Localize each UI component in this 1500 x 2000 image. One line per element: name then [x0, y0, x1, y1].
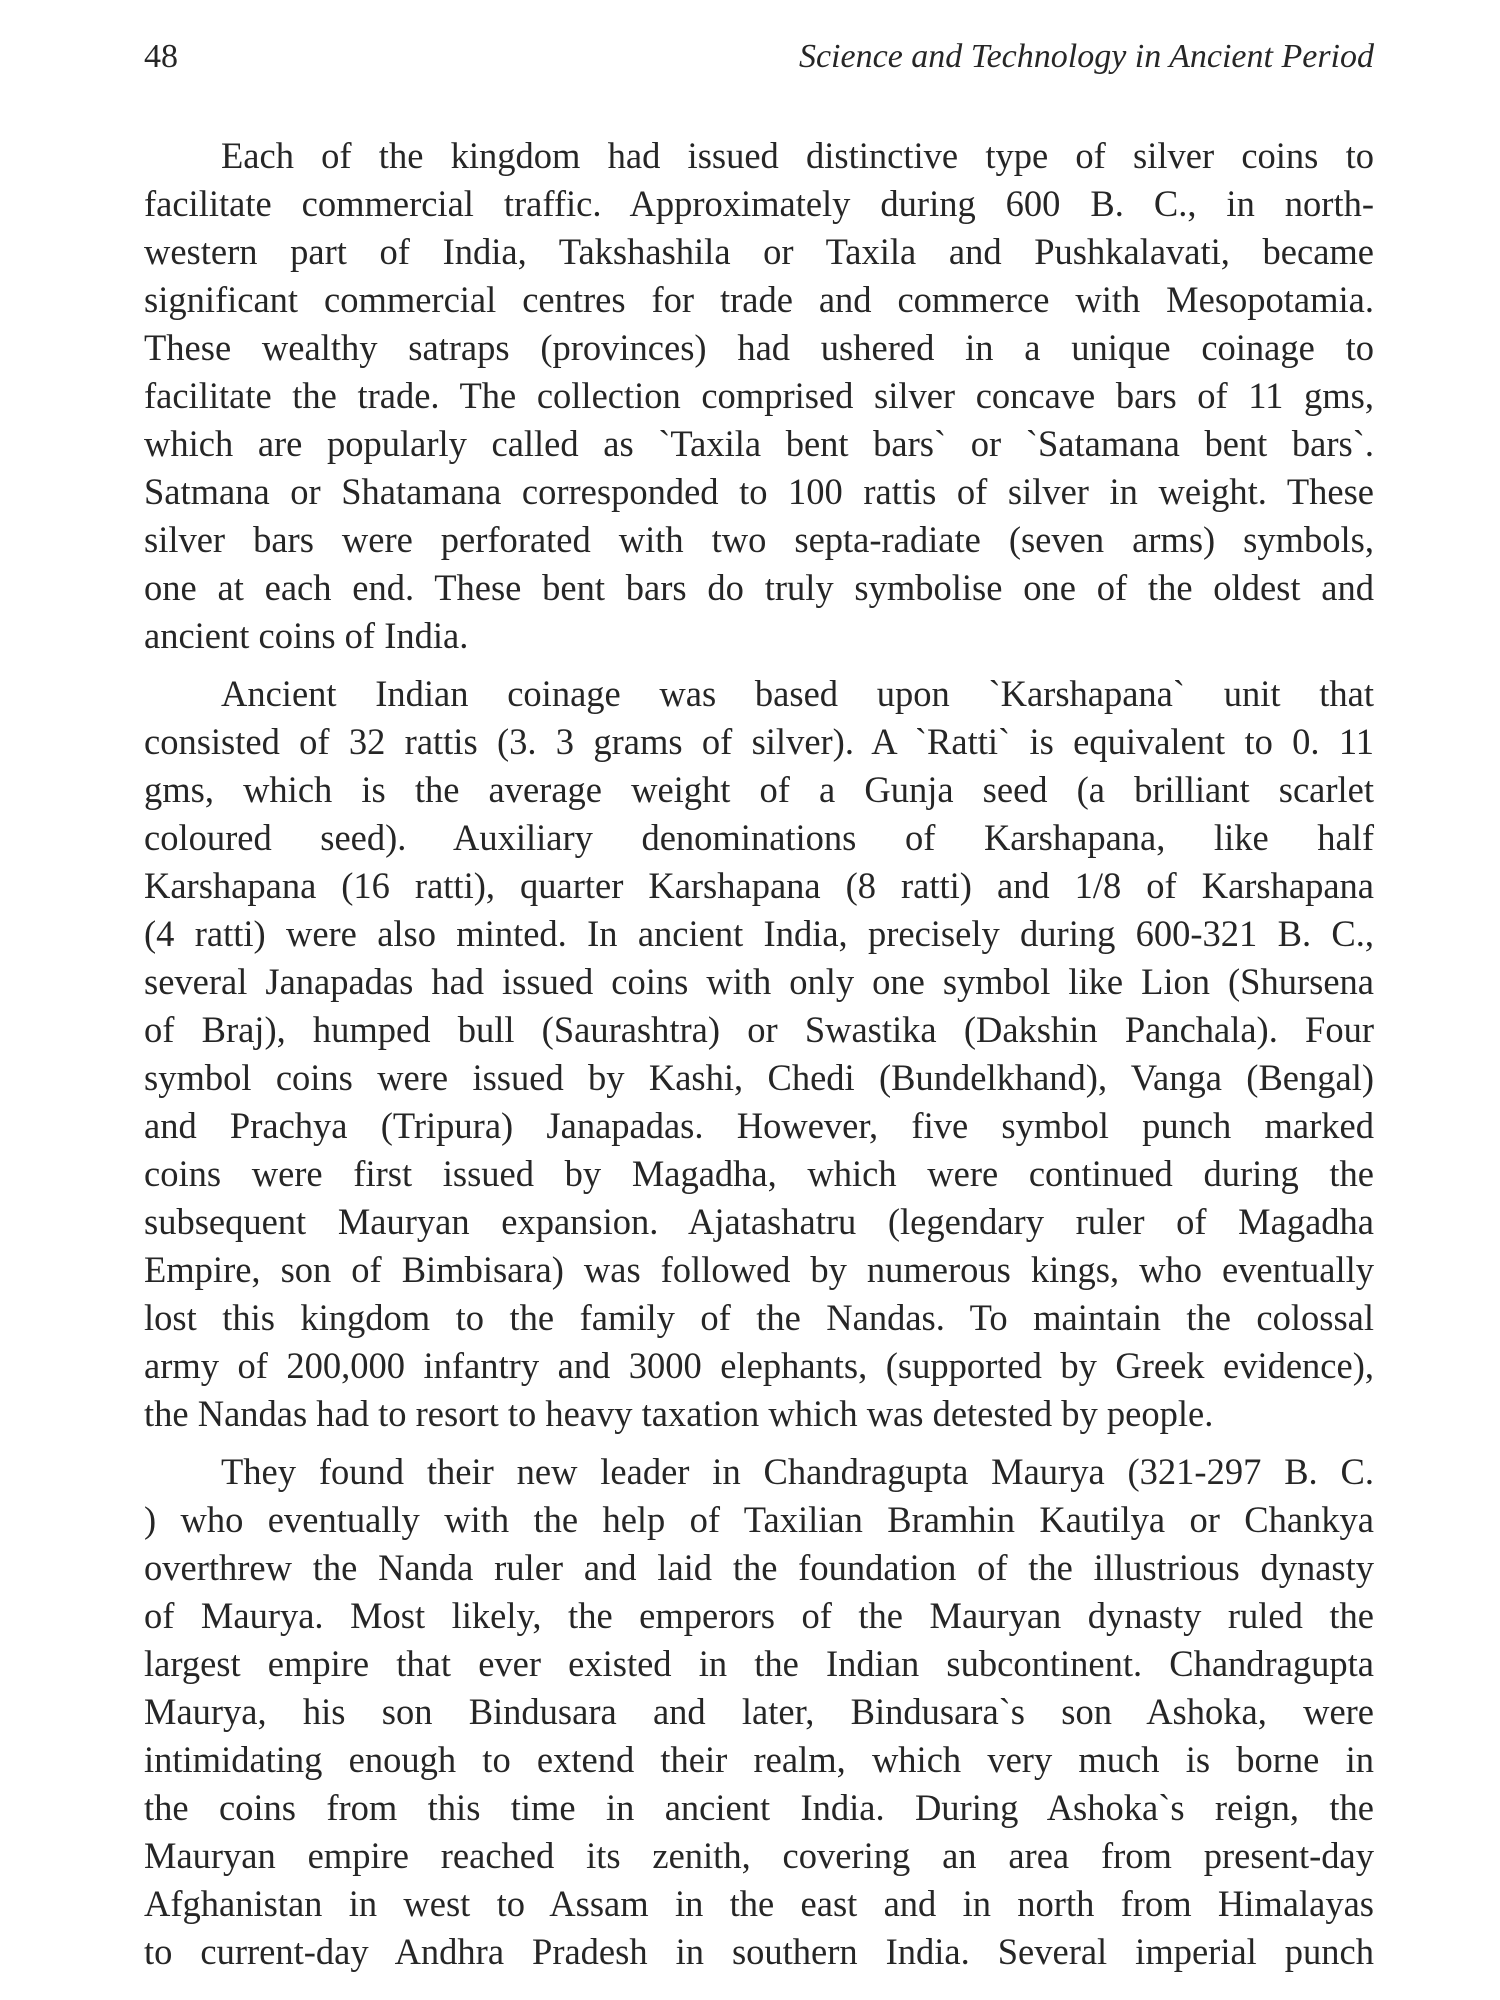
- text-line: facilitate commercial traffic. Approximately during 600 B. C., in north-: [144, 183, 1374, 224]
- text-line: and Prachya (Tripura) Janapadas. However, five symbol punch marked: [144, 1105, 1374, 1146]
- text-line: Satmana or Shatamana corresponded to 100 rattis of silver in weight. These: [144, 471, 1374, 512]
- text-line: Ancient Indian coinage was based upon `Karshapana` unit that: [221, 673, 1374, 714]
- text-line: Mauryan empire reached its zenith, covering an area from present-day: [144, 1835, 1374, 1876]
- text-line: gms, which is the average weight of a Gunja seed (a brilliant scarlet: [144, 769, 1374, 810]
- text-line: significant commercial centres for trade and commerce with Mesopotamia.: [144, 279, 1374, 320]
- text-line: the Nandas had to resort to heavy taxation which was detested by people.: [144, 1393, 1214, 1434]
- text-line: Maurya, his son Bindusara and later, Bindusara`s son Ashoka, were: [144, 1691, 1374, 1732]
- running-header: [144, 38, 1374, 78]
- text-line: coloured seed). Auxiliary denominations of Karshapana, like half: [144, 817, 1374, 858]
- text-line: western part of India, Takshashila or Taxila and Pushkalavati, became: [144, 231, 1374, 272]
- text-line: symbol coins were issued by Kashi, Chedi (Bundelkhand), Vanga (Bengal): [144, 1057, 1374, 1098]
- text-line: Afghanistan in west to Assam in the east and in north from Himalayas: [144, 1883, 1374, 1924]
- text-line: Empire, son of Bimbisara) was followed by numerous kings, who eventually: [144, 1249, 1374, 1290]
- text-line: of Braj), humped bull (Saurashtra) or Swastika (Dakshin Panchala). Four: [144, 1009, 1374, 1050]
- text-line: intimidating enough to extend their realm, which very much is borne in: [144, 1739, 1374, 1780]
- text-line: They found their new leader in Chandragupta Maurya (321-297 B. C.: [221, 1451, 1374, 1492]
- body-text: [144, 132, 1374, 1986]
- paragraph: [144, 1448, 1374, 1976]
- text-line: which are popularly called as `Taxila bent bars` or `Satamana bent bars`.: [144, 423, 1374, 464]
- text-line: of Maurya. Most likely, the emperors of the Mauryan dynasty ruled the: [144, 1595, 1374, 1636]
- text-line: ancient coins of India.: [144, 615, 469, 656]
- text-line: These wealthy satraps (provinces) had ushered in a unique coinage to: [144, 327, 1374, 368]
- text-line: facilitate the trade. The collection comprised silver concave bars of 11 gms,: [144, 375, 1374, 416]
- text-line: army of 200,000 infantry and 3000 elephants, (supported by Greek evidence),: [144, 1345, 1374, 1386]
- text-line: silver bars were perforated with two septa-radiate (seven arms) symbols,: [144, 519, 1374, 560]
- running-title: Science and Technology in Ancient Period: [798, 38, 1374, 75]
- text-line: to current-day Andhra Pradesh in southern India. Several imperial punch: [144, 1931, 1374, 1972]
- text-line: subsequent Mauryan expansion. Ajatashatru (legendary ruler of Magadha: [144, 1201, 1374, 1242]
- text-line: several Janapadas had issued coins with only one symbol like Lion (Shursena: [144, 961, 1374, 1002]
- page-number: 48: [144, 38, 178, 75]
- text-line: overthrew the Nanda ruler and laid the foundation of the illustrious dynasty: [144, 1547, 1374, 1588]
- text-line: one at each end. These bent bars do truly symbolise one of the oldest and: [144, 567, 1374, 608]
- text-line: consisted of 32 rattis (3. 3 grams of silver). A `Ratti` is equivalent to 0. 11: [144, 721, 1374, 762]
- text-line: (4 ratti) were also minted. In ancient India, precisely during 600-321 B. C.,: [144, 913, 1374, 954]
- text-line: lost this kingdom to the family of the Nandas. To maintain the colossal: [144, 1297, 1374, 1338]
- text-line: Karshapana (16 ratti), quarter Karshapana (8 ratti) and 1/8 of Karshapana: [144, 865, 1374, 906]
- text-line: the coins from this time in ancient India. During Ashoka`s reign, the: [144, 1787, 1374, 1828]
- text-line: ) who eventually with the help of Taxilian Bramhin Kautilya or Chankya: [144, 1499, 1374, 1540]
- text-line: coins were first issued by Magadha, which were continued during the: [144, 1153, 1374, 1194]
- paragraph: [144, 132, 1374, 660]
- text-line: Each of the kingdom had issued distinctive type of silver coins to: [221, 135, 1374, 176]
- text-line: largest empire that ever existed in the Indian subcontinent. Chandragupta: [144, 1643, 1374, 1684]
- paragraph: [144, 670, 1374, 1438]
